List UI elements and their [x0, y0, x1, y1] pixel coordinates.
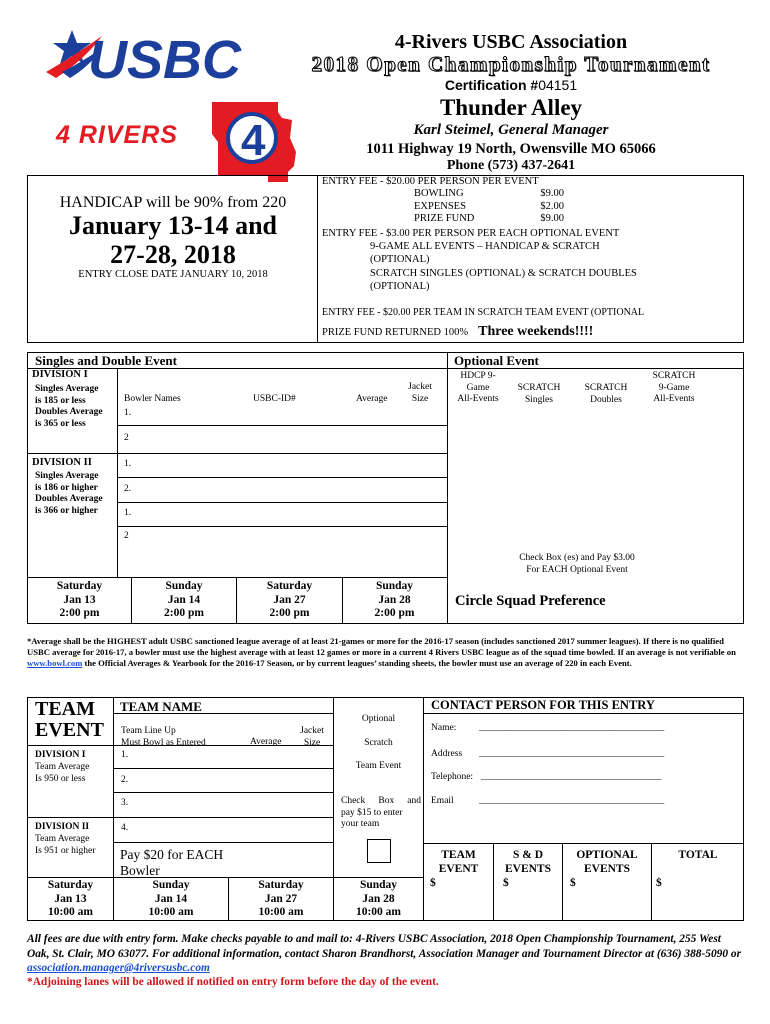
team-squad-option[interactable] [114, 879, 228, 920]
fee-heading: ENTRY FEE - $20.00 PER PERSON PER EVENT [322, 176, 539, 187]
team-row-line [113, 768, 333, 769]
contact-heading: CONTACT PERSON FOR THIS ENTRY [431, 698, 655, 712]
opt-col-scratch-doubles-line: SCRATCH [584, 383, 628, 393]
squad-time: 2:00 pm [164, 607, 204, 619]
squad-option[interactable] [132, 580, 236, 621]
venue-address: 1011 Highway 19 North, Owensville MO 65066 [366, 141, 656, 157]
squad-option[interactable] [343, 580, 446, 621]
squad-time: 2:00 pm [269, 607, 310, 619]
certification [300, 77, 722, 94]
squad-time: 10:00 am [258, 906, 304, 918]
team-col-jacket-line: Jacket [300, 726, 324, 736]
optional-line-1: 9-GAME ALL EVENTS – HANDICAP & SCRATCH [370, 241, 600, 252]
team-row-num: 2. [121, 775, 129, 785]
usbc-star-swoosh-icon [44, 26, 300, 84]
div2-desc-line: is 366 or higher [35, 505, 98, 516]
team-squad-option[interactable] [229, 879, 333, 920]
team-check-note-line: Check Box and [341, 796, 421, 806]
four-badge: 4 [241, 116, 266, 165]
div2-desc-line: is 186 or higher [35, 482, 98, 493]
fee-item [414, 201, 564, 214]
div1-desc-line: Singles Average [35, 384, 99, 394]
optional-line-2: (OPTIONAL) [370, 254, 430, 265]
team-div1-title: DIVISION I [35, 750, 86, 760]
total-value[interactable]: $ [503, 877, 509, 889]
team-event-label: Team Event [355, 761, 402, 771]
venue-manager: Karl Steimel, General Manager [413, 122, 609, 138]
contact-field-label: Email [431, 796, 454, 806]
squad-option[interactable] [28, 580, 131, 621]
team-div2-desc-line: Team Average [35, 834, 90, 844]
team-name-label: TEAM NAME [120, 699, 202, 714]
team-div2-desc-line: Is 951 or higher [35, 845, 96, 856]
squad-date: Jan 14 [154, 892, 188, 905]
optional-divider [447, 352, 448, 624]
opt-col-hdcp-line: HDCP 9- [460, 371, 496, 381]
fee-item-label: PRIZE FUND [414, 213, 475, 224]
team-squad-option[interactable] [28, 879, 113, 920]
opt-col-scratch-allevents-line: SCRATCH [652, 371, 696, 381]
contact-field [431, 772, 741, 784]
team-div1-desc-line: Team Average [35, 762, 90, 772]
total-value[interactable]: $ [430, 877, 436, 889]
average-note [27, 636, 745, 670]
optional-check-note [497, 553, 657, 576]
div1-desc-line: is 185 or less [35, 395, 86, 406]
total-value[interactable]: $ [656, 877, 662, 889]
team-title-1: TEAM [35, 698, 95, 720]
fee-item-label: EXPENSES [414, 200, 466, 212]
team-check-note [341, 796, 421, 831]
div2-desc-line: Singles Average [35, 471, 99, 481]
opt-col-scratch-singles [509, 383, 569, 406]
team-lineup-line: Must Bowl as Entered [121, 737, 206, 748]
optional-heading: Optional Event [454, 353, 539, 368]
div2-title: DIVISION II [32, 457, 92, 468]
team-row-line [27, 877, 423, 878]
contact-field [431, 796, 741, 808]
total-label: EVENTS [583, 862, 631, 875]
bowler-name-input[interactable] [135, 406, 240, 422]
row-line [117, 526, 447, 527]
contact-field-line[interactable]: _______________________________________ [479, 723, 665, 733]
adjoining-lanes-note: *Adjoining lanes will be allowed if notified on entry form before the day of the event. [27, 976, 439, 988]
squad-day: Saturday [56, 580, 103, 592]
team-optional-label: Optional [361, 714, 396, 724]
team-row-num: 4. [121, 823, 129, 833]
average-note-text: *Average shall be the HIGHEST adult USBC sanctioned league average of at least 21-games or more for the 2016-17 season (includes sanctioned 2017 summer leagues). If there is no qualified USBC average for 2016-17, a bowler must use the highest average with at least 12 games or more in a current 4 Rivers USBC league as of the squad time bowled. If an average is not verifiable on [27, 636, 736, 658]
opt-col-scratch-allevents-line: All-Events [653, 394, 695, 404]
singles-heading: Singles and Double Event [35, 353, 177, 368]
tournament-dates-1: January 13-14 and [68, 211, 278, 240]
tournament-subtitle: 2018 Open Championship Tournament [311, 52, 711, 76]
team-div1-desc-line: Is 950 or less [35, 773, 86, 784]
total-optional-events [563, 849, 651, 876]
squad-day: Sunday [375, 580, 414, 592]
optional-check-note-line: For EACH Optional Event [526, 564, 628, 575]
opt-col-hdcp [450, 371, 506, 406]
squad-day: Sunday [359, 879, 398, 891]
prize-returned-text: PRIZE FUND RETURNED 100% [322, 327, 469, 338]
fee-item-amount: $2.00 [540, 200, 564, 212]
col-average: Average [356, 394, 388, 404]
fee-item-amount: $9.00 [540, 188, 564, 199]
squad-option[interactable] [237, 580, 342, 621]
team-fee: ENTRY FEE - $20.00 PER TEAM IN SCRATCH TEAM EVENT (OPTIONAL [322, 307, 645, 318]
optional-check-note-line: Check Box (es) and Pay $3.00 [519, 553, 635, 563]
div1-desc-line: is 365 or less [35, 418, 86, 429]
optional-fee: ENTRY FEE - $3.00 PER PERSON PER EACH OPTIONAL EVENT [322, 228, 620, 239]
div1-desc [35, 384, 115, 430]
cert-label: Certification # [444, 77, 539, 93]
team-row-line [113, 792, 333, 793]
contact-field-label: Name: [431, 723, 457, 733]
team-check-note-line: your team [341, 819, 380, 829]
bowler-row-num: 1. [124, 408, 132, 418]
circle-squad-preference: Circle Squad Preference [455, 593, 606, 609]
opt-col-scratch-doubles [576, 383, 636, 406]
totals-top-line [423, 843, 744, 844]
info-divider [317, 175, 318, 343]
col-usbc-id: USBC-ID# [253, 394, 296, 404]
venue-phone: Phone (573) 437-2641 [446, 158, 576, 173]
squad-time: 10:00 am [47, 906, 94, 918]
team-check-note-line: pay $15 to enter [341, 807, 403, 818]
squad-day: Sunday [165, 580, 203, 592]
three-weekends: Three weekends!!!! [478, 324, 594, 339]
contact-field-label: Address [431, 749, 463, 759]
squad-time: 10:00 am [148, 906, 194, 918]
squad-time: 2:00 pm [374, 607, 415, 619]
opt-col-hdcp-line: All-Events [457, 394, 499, 404]
usbc-logo [44, 26, 300, 84]
bowler-row-num: 2. [124, 484, 132, 494]
handicap-note: HANDICAP will be 90% from 220 [59, 194, 287, 211]
bowler-row-num: 2 [124, 531, 129, 541]
team-scratch-label: Scratch [364, 738, 393, 748]
venue-name: Thunder Alley [439, 95, 583, 120]
col-jacket-line: Size [411, 393, 429, 404]
total-label: OPTIONAL [576, 849, 638, 861]
opt-col-scratch-allevents-line: 9-Game [658, 382, 690, 393]
total-sd-events [494, 849, 562, 876]
total-label: EVENTS [504, 862, 552, 875]
div1-desc-line: Doubles Average [35, 407, 103, 417]
contact-field-line[interactable]: _______________________________________ [479, 749, 665, 759]
squad-date: Jan 27 [273, 593, 306, 606]
opt-col-scratch-allevents [642, 371, 706, 406]
pay-per-bowler [120, 847, 223, 879]
team-row-num: 1. [121, 750, 129, 760]
squad-date: Jan 28 [378, 593, 411, 606]
col-line [117, 368, 118, 577]
team-name-input[interactable] [205, 698, 330, 712]
div1-title: DIVISION I [32, 369, 88, 380]
bowl-com-link[interactable]: www.bowl.com [27, 658, 83, 669]
bowler-row-num: 1. [124, 459, 132, 469]
contact-field-label: Telephone: [431, 772, 474, 782]
team-div1-desc [35, 762, 89, 785]
div2-desc [35, 471, 115, 517]
average-note-text-2: the Official Averages & Yearbook for the 2016-17 Season, or by current leagues’ standing sheets, the bowler must use an average of 220 in each Event. [82, 658, 632, 669]
usbc-wordmark: USBC [88, 30, 242, 84]
usbc-id-input[interactable] [245, 406, 345, 422]
team-row-line [423, 713, 744, 714]
team-row-line [27, 817, 333, 818]
team-lineup-line: Team Line Up [121, 726, 176, 736]
squad-date: Jan 13 [54, 892, 87, 905]
team-title-2: EVENT [35, 719, 104, 741]
cert-number: 04151 [538, 77, 578, 93]
fee-item [414, 188, 564, 201]
squad-day: Sunday [152, 879, 190, 891]
total-label: S & D [512, 849, 544, 861]
jacket-size-input[interactable] [402, 406, 442, 422]
squad-top-line [27, 577, 447, 578]
total-grand [652, 849, 744, 863]
fee-breakdown [414, 188, 564, 226]
row-line [117, 477, 447, 478]
row-line [117, 425, 447, 426]
team-col-jacket [292, 726, 332, 749]
pay-per-bowler-line: Bowler [120, 863, 160, 878]
total-team-event [424, 849, 493, 876]
pay-per-bowler-line: Pay $20 for EACH [120, 847, 224, 862]
contact-field-line[interactable]: _______________________________________ [479, 796, 665, 806]
optional-line-3: SCRATCH SINGLES (OPTIONAL) & SCRATCH DOUBLES [370, 268, 637, 279]
footer-text: All fees are due with entry form. Make checks payable to and mail to: 4-Rivers USBC Association, 2018 Open Championship Tournament, 255 West Oak, St. Clair, MO 63077. For additional information, contact Sharon Brandhorst, Association Manager and Tournament Director at (636) 388-5090 or [27, 933, 742, 960]
total-label: TOTAL [678, 849, 718, 861]
four-rivers-wordmark: 4 RIVERS [56, 121, 178, 149]
average-input[interactable] [350, 406, 395, 422]
team-squad-option[interactable] [334, 879, 423, 920]
col-jacket [400, 382, 440, 405]
team-col-line [423, 697, 424, 921]
footer-instructions [27, 932, 745, 976]
squad-day: Saturday [258, 879, 304, 891]
squad-date: Jan 28 [362, 892, 395, 905]
optional-line-4: (OPTIONAL) [370, 281, 430, 292]
fee-item [414, 213, 564, 226]
row-line [117, 502, 447, 503]
squad-day: Saturday [47, 879, 94, 891]
squad-date: Jan 27 [264, 892, 298, 905]
team-lineup [121, 726, 206, 749]
team-row-line [113, 842, 333, 843]
bowler-row-num: 2 [124, 433, 129, 443]
div-line [27, 453, 447, 454]
squad-date: Jan 14 [167, 593, 201, 606]
total-label: TEAM [441, 849, 476, 861]
total-label: EVENT [438, 862, 479, 875]
tournament-dates-2: 27-28, 2018 [110, 240, 236, 269]
team-row-num: 3. [121, 798, 129, 808]
div2-desc-line: Doubles Average [35, 494, 103, 504]
team-event-checkbox[interactable] [367, 839, 391, 863]
opt-col-scratch-singles-line: Singles [525, 394, 553, 405]
tournament-title: 4-Rivers USBC Association [394, 31, 628, 53]
opt-col-hdcp-line: Game [466, 382, 490, 393]
team-col-jacket-line: Size [303, 737, 321, 748]
squad-time: 2:00 pm [59, 607, 100, 619]
bowler-row-num: 1. [124, 508, 132, 518]
team-div2-title: DIVISION II [35, 822, 90, 832]
contact-field [431, 749, 741, 761]
opt-col-scratch-doubles-line: Doubles [590, 394, 622, 405]
col-bowler-names: Bowler Names [124, 394, 181, 404]
entry-close-date: ENTRY CLOSE DATE JANUARY 10, 2018 [78, 269, 268, 280]
team-col-average: Average [250, 737, 282, 747]
prize-returned [322, 322, 593, 340]
team-div2-desc [35, 834, 95, 857]
fee-item-amount: $9.00 [540, 213, 564, 224]
contact-field-line[interactable]: ______________________________________ [481, 772, 662, 782]
opt-col-scratch-singles-line: SCRATCH [517, 383, 561, 393]
squad-day: Saturday [266, 580, 313, 592]
fee-item-label: BOWLING [414, 188, 464, 199]
contact-field [431, 723, 741, 735]
squad-time: 10:00 am [355, 906, 402, 918]
association-email-link[interactable]: association.manager@4riversusbc.com [27, 962, 210, 974]
total-value[interactable]: $ [570, 877, 576, 889]
squad-date: Jan 13 [63, 593, 96, 606]
singles-header-line [27, 368, 744, 369]
col-jacket-line: Jacket [408, 382, 432, 392]
